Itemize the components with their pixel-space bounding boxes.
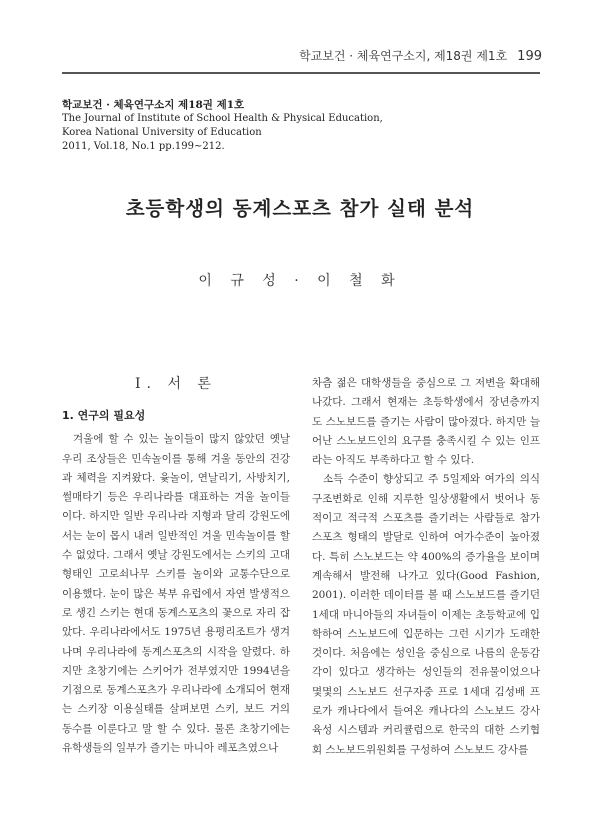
running-head-text: 학교보건 · 체육연구소지, 제18권 제1호 <box>299 49 508 63</box>
header-rule <box>62 72 540 74</box>
journal-english-line1: The Journal of Institute of School Health & Physical Education, <box>62 113 383 124</box>
journal-english-line2: Korea National University of Education <box>62 127 262 138</box>
page-number: 199 <box>517 49 542 64</box>
paragraph-right-2: 소득 수준이 향상되고 주 5일제와 여가의 의식 구조변화로 인해 지루한 일상생활에서 벗어나 동적이고 적극적 스포츠를 즐기려는 사람들로 참가 스포츠 형태의 발달로 인하여 여가수준이 높아졌다. 특히 스노보드는 약 400%의 증가율을 보이며 계속해서 발전해 나가고 있다(Good Fashion, 2001). 이러한 데이터를 볼 때 스노보드를 즐기던 1세대 마니아들의 자녀들이 이제는 초등학교에 입학하여 스노보드에 입문하는 그런 시기가 도래한 것이다. 처음에는 성인을 중심으로 나름의 운동감각이 있다고 생각하는 성인들의 전유물이었으나 몇몇의 스노보드 선구자중 프로 1세대 김성배 프로가 캐나다에서 들여온 캐나다의 스노보드 강사 육성 시스템과 커리큘럼으로 한국의 대한 스키협회 스노보드위원회를 구성하여 스노보드 강사를 <box>312 473 540 756</box>
journal-korean: 학교보건 · 체육연구소지 제18권 제1호 <box>62 99 245 111</box>
journal-info <box>62 98 383 154</box>
paragraph-left-1: 겨울에 할 수 있는 놀이들이 많지 않았던 옛날 우리 조상들은 민속놀이를 통해 겨울 동안의 건강과 체력을 지켜왔다. 윷놀이, 연날리기, 사방치기, 썰매타기 등은 우리나라를 대표하는 겨울 놀이들이다. 하지만 일반 우리나라 지형과 달리 강원도에서는 눈이 몹시 내려 일반적인 겨울 민속놀이를 할 수 없었다. 그래서 옛날 강원도에서는 스키의 고대형태인 고로쇠나무 스키를 놀이와 교통수단으로 이용했다. 눈이 많은 북부 유럽에서 자연 발생적으로 생긴 스키는 현대 동계스포츠의 꽃으로 자리 잡았다. 우리나라에서도 1975년 용평리조트가 생겨나며 우리나라에 동계스포츠의 시작을 알렸다. 하지만 초창기에는 스키어가 전부였지만 1994년을 기점으로 동계스포츠가 우리나라에 소개되어 현재는 스키장 이용실태를 살펴보면 스키, 보드 거의 동수를 이룬다고 말 할 수 있다. 물론 초창기에는 유학생들의 일부가 즐기는 마니아 레포츠였으나 <box>62 433 290 755</box>
running-head <box>299 47 542 64</box>
section-heading: Ⅰ. 서 론 <box>135 376 217 392</box>
left-column <box>62 374 290 758</box>
subsection-heading: 1. 연구의 필요성 <box>62 409 146 422</box>
journal-citation: 2011, Vol.18, No.1 pp.199~212. <box>62 141 225 152</box>
paper-title: 초등학생의 동계스포츠 참가 실태 분석 <box>125 197 475 220</box>
right-column <box>312 374 540 760</box>
paragraph-right-1: 차츰 젊은 대학생들을 중심으로 그 저변을 확대해 나갔다. 그래서 현재는 초등학생에서 장년층까지도 스노보드를 즐기는 사람이 많아졌다. 하지만 늘어난 스노보드인의 요구를 충족시킬 수 있는 인프라는 아직도 부족하다고 할 수 있다. <box>312 377 540 467</box>
paper-authors: 이 규 성 · 이 철 화 <box>198 273 402 289</box>
